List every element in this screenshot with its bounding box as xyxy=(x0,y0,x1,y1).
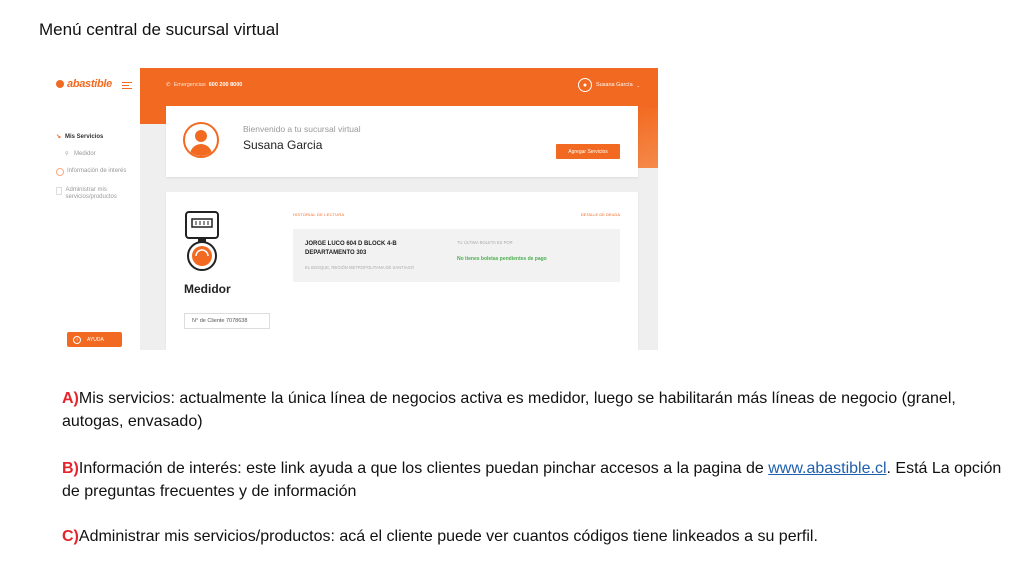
abastible-link[interactable]: www.abastible.cl xyxy=(768,460,887,477)
add-services-button[interactable]: Agregar Servicios xyxy=(556,144,620,159)
sidebar xyxy=(50,68,140,350)
avatar-icon: ● xyxy=(578,78,592,92)
user-avatar-icon xyxy=(183,122,219,158)
help-button[interactable]: ? AYUDA xyxy=(67,332,122,347)
brand-logo[interactable] xyxy=(56,78,112,90)
address-region: EL BOSQUE, REGIÓN METROPOLITANA DE SANTIAGO xyxy=(305,265,415,270)
sidebar-item-medidor[interactable]: ⚲ Medidor xyxy=(65,151,96,157)
note-b: B)Información de interés: este link ayuda a que los clientes puedan pinchar accesos a la pagina de www.abastible.cl. Está La opción de preguntas frecuentes y de información xyxy=(62,460,1002,500)
services-icon: ↘ xyxy=(56,134,62,140)
debt-detail-link[interactable]: DETALLE DE DEUDA xyxy=(580,212,620,217)
question-icon: ? xyxy=(73,336,81,344)
service-card xyxy=(166,192,638,350)
app-screenshot xyxy=(50,68,658,350)
last-bill-label: TU ÚLTIMA BOLETA ES POR xyxy=(457,240,513,245)
client-number-field: N° de Cliente 7078638 xyxy=(184,313,270,329)
main-panel xyxy=(140,68,658,350)
grid-icon xyxy=(56,187,62,195)
brand-name: abastible xyxy=(67,78,112,90)
welcome-text: Bienvenido a tu sucursal virtual xyxy=(243,124,361,134)
sidebar-item-mis-servicios[interactable]: ↘ Mis Servicios xyxy=(56,134,104,140)
user-menu[interactable]: ● Susana García ⌄ xyxy=(578,78,640,92)
emergency-phone[interactable]: ✆ Emergencias 600 200 8000 xyxy=(166,82,243,88)
reading-history-link[interactable]: HISTORIAL DE LECTURA xyxy=(293,212,345,217)
info-icon xyxy=(56,168,64,176)
sidebar-item-informacion[interactable]: Información de interés xyxy=(56,168,126,176)
service-title: Medidor xyxy=(184,282,231,296)
sidebar-item-administrar[interactable]: Administrar mis servicios/productos xyxy=(56,187,136,201)
hamburger-menu-icon[interactable] xyxy=(122,80,132,91)
note-c: C)Administrar mis servicios/productos: acá el cliente puede ver cuantos códigos tiene linkeados a su perfil. xyxy=(62,528,818,545)
address-box xyxy=(293,229,620,282)
welcome-card xyxy=(166,106,638,177)
address-text: JORGE LUCO 604 D BLOCK 4-B DEPARTAMENTO 303 xyxy=(305,241,397,256)
phone-icon: ✆ xyxy=(166,82,171,88)
meter-icon xyxy=(184,210,220,272)
pin-icon: ⚲ xyxy=(65,151,69,157)
chevron-down-icon: ⌄ xyxy=(636,82,640,88)
slide-title: Menú central de sucursal virtual xyxy=(39,20,280,39)
note-a: A)Mis servicios: actualmente la única línea de negocios activa es medidor, luego se habilitarán más líneas de negocio (granel, autogas, envasado) xyxy=(62,390,956,430)
user-name: Susana Garcia xyxy=(243,138,323,152)
no-pending-bills-text: No tienes boletas pendientes de pago xyxy=(457,256,547,262)
flame-icon xyxy=(56,80,64,88)
